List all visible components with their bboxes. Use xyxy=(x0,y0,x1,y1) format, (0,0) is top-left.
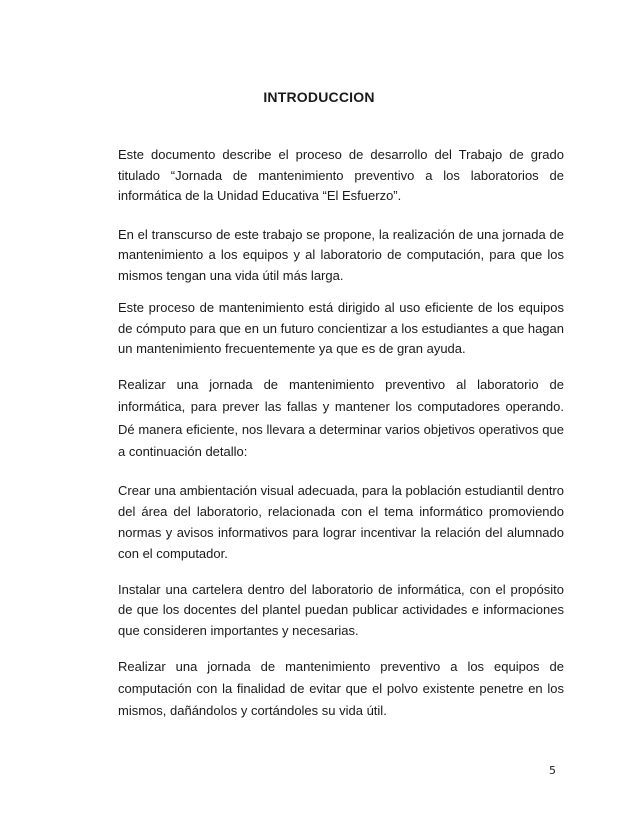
page-title: INTRODUCCION xyxy=(263,89,375,105)
paragraph-process: Este proceso de mantenimiento está dirigido al uso eficiente de los equipos de cómputo para que en un futuro concientizar a los estudiantes a que hagan un mantenimiento frecuentemente ya que es de gran ayuda. xyxy=(118,300,564,356)
page-number: 5 xyxy=(549,764,556,777)
paragraph-objectives: Realizar una jornada de mantenimiento preventivo al laboratorio de informática, para prever las fallas y mantener los computadores operando. Dé manera eficiente, nos llevara a determinar varios objetivos operativos que a continuación detallo: xyxy=(118,376,564,459)
paragraph-ambientation: Crear una ambientación visual adecuada, para la población estudiantil dentro del área del laboratorio, relacionada con el tema informático promoviendo normas y avisos informativos para lograr incentivar la relación del alumnado con el computador. xyxy=(118,482,564,561)
body-text xyxy=(118,145,564,722)
paragraph-bulletin-board: Instalar una cartelera dentro del laboratorio de informática, con el propósito de que los docentes del plantel puedan publicar actividades e informaciones que consideren importantes y necesarias. xyxy=(118,581,564,638)
paragraph-proposal: En el transcurso de este trabajo se propone, la realización de una jornada de mantenimiento a los equipos y al laboratorio de computación, para que los mismos tengan una vida útil más larga. xyxy=(118,226,564,283)
paragraph-intro: Este documento describe el proceso de desarrollo del Trabajo de grado titulado “Jornada de mantenimiento preventivo a los laboratorios de informática de la Unidad Educativa “El Esfuerzo”. xyxy=(118,147,564,203)
paragraph-maintenance: Realizar una jornada de mantenimiento preventivo a los equipos de computación con la finalidad de evitar que el polvo existente penetre en los mismos, dañándolos y cortándoles su vida útil. xyxy=(118,659,564,718)
